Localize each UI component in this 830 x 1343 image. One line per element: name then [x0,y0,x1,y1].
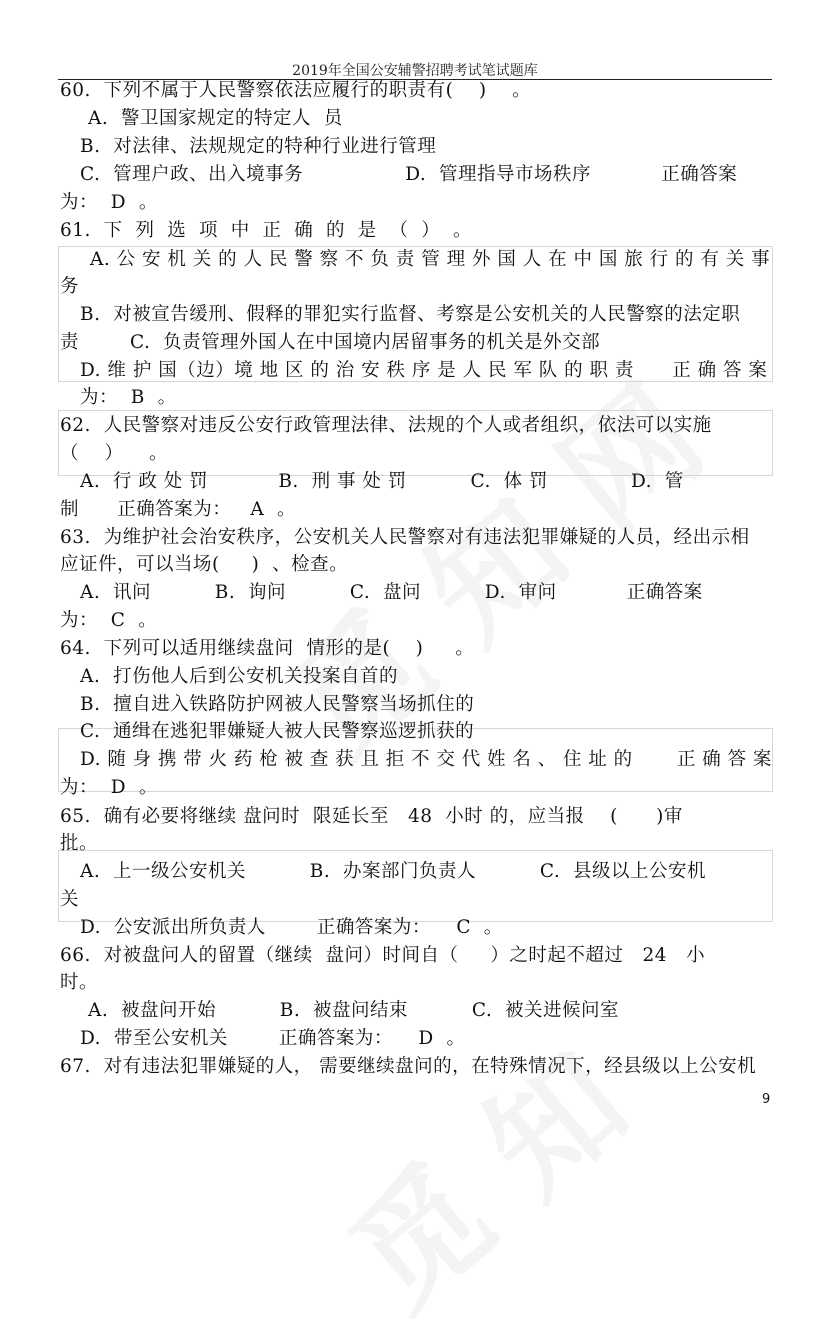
q62-stem-cont: （ ） 。 [60,443,169,464]
q64-option-c: C. 通缉在逃犯罪嫌疑人被人民警察巡逻抓获的 [80,721,475,742]
q64-option-b: B. 擅自进入铁路防护网被人民警察当场抓住的 [80,694,475,715]
q64-stem: 64. 下列可以适用继续盘问 情形的是( ) 。 [60,638,475,659]
q67-stem: 67. 对有违法犯罪嫌疑的人， 需要继续盘问的，在特殊情况下，经县级以上公安机 [60,1056,757,1077]
q64-answer: 为： D 。 [60,777,158,798]
q65-stem-cont: 批。 [60,833,99,854]
q63-stem: 63. 为维护社会治安秩序，公安机关人民警察对有违法犯罪嫌疑的人员，经出示相 [60,527,750,548]
page-header: 2019年全国公安辅警招聘考试笔试题库 [292,63,538,79]
q62-options: A. 行 政 处 罚 B. 刑 事 处 罚 C. 体 罚 D. 管 [80,471,684,492]
page-number: 9 [762,1092,771,1107]
q60-stem: 60. 下列不属于人民警察依法应履行的职责有( ) 。 [60,80,532,101]
q62-answer: 制 正确答案为： A 。 [60,499,297,520]
q61-option-d: D. 维 护 国（边）境 地 区 的 治 安 秩 序 是 人 民 军 队 的 职 责 正 确 答 案 [80,360,768,381]
q61-option-b: B. 对被宣告缓刑、假释的罪犯实行监督、考察是公安机关的人民警察的法定职 [80,304,741,325]
q65-options: A. 上一级公安机关 B. 办案部门负责人 C. 县级以上公安机 [80,861,706,882]
q60-answer: 为： D 。 [60,192,158,213]
q65-option-c-cont: 关 [60,889,80,910]
q63-stem-cont: 应证件，可以当场( ) 、检查。 [60,554,349,575]
q66-answer: D. 带至公安机关 正确答案为： D 。 [80,1028,466,1049]
q61-option-a-cont: 务 [60,276,80,297]
q64-option-a: A. 打伤他人后到公安机关投案自首的 [80,666,399,687]
q61-option-b-cont: 责 C. 负责管理外国人在中国境内居留事务的机关是外交部 [60,332,601,353]
q60-option-b: B. 对法律、法规规定的特种行业进行管理 [80,136,437,157]
q61-answer: 为： B 。 [80,387,177,408]
q62-stem: 62. 人民警察对违反公安行政管理法律、法规的个人或者组织，依法可以实施 [60,415,712,436]
q61-stem: 61. 下 列 选 项 中 正 确 的 是 （ ） 。 [60,220,473,241]
q64-option-d: D. 随 身 携 带 火 药 枪 被 查 获 且 拒 不 交 代 姓 名 、 住 址 的 正 确 答 案 [80,749,772,770]
q66-stem: 66. 对被盘问人的留置（继续 盘问）时间自（ ）之时起不超过 24 小 [60,945,706,966]
q60-options-cd: C. 管理户政、出入境事务 D. 管理指导市场秩序 正确答案 [80,164,738,185]
q63-answer: 为： C 。 [60,610,158,631]
q65-answer: D. 公安派出所负责人 正确答案为： C 。 [80,917,503,938]
q61-option-a: A. 公 安 机 关 的 人 民 警 察 不 负 责 管 理 外 国 人 在 中 国 旅 行 的 有 关 事 [90,249,771,270]
q66-options: A. 被盘问开始 B. 被盘问结束 C. 被关进候问室 [88,1000,619,1021]
q66-stem-cont: 时。 [60,972,99,993]
q65-stem: 65. 确有必要将继续 盘问时 限延长至 48 小时 的，应当报 ( )审 [60,806,683,827]
q63-options: A. 讯问 B. 询问 C. 盘问 D. 审问 正确答案 [80,582,703,603]
q60-option-a: A. 警卫国家规定的特定人 员 [88,108,343,129]
